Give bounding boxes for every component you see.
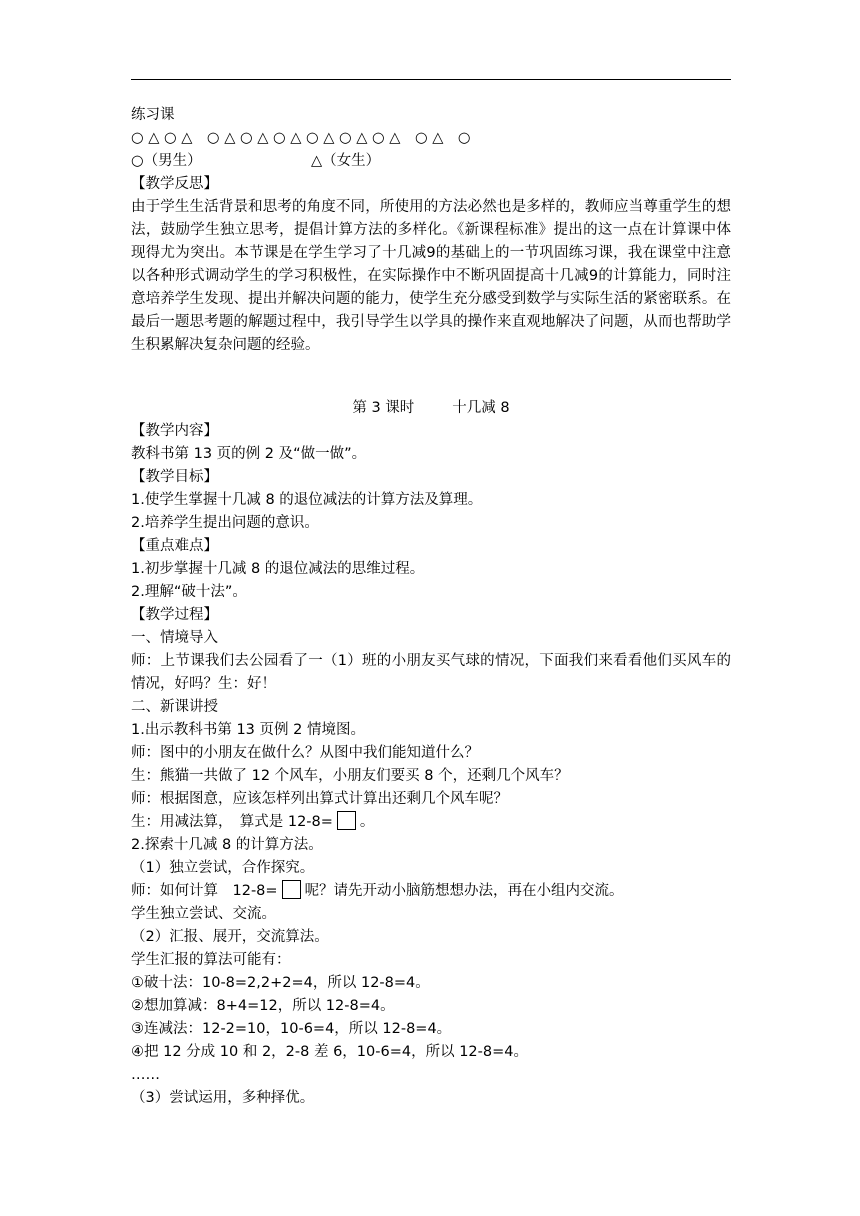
content-text: 教科书第 13 页的例 2 及“做一做”。 xyxy=(131,446,367,462)
methods-intro: 学生汇报的算法可能有： xyxy=(131,952,291,968)
method-4: ④把 12 分成 10 和 2，2-8 差 6，10-6=4，所以 12-8=4。 xyxy=(131,1044,528,1060)
practice-label: 练习课 xyxy=(131,107,175,123)
reflection-text: 由于学生生活背景和思考的角度不同，所使用的方法必然也是多样的，教师应当尊重学生的想法，鼓励学生独立思考，提倡计算方法的多样化。《新课程标准》提出的这一点在计算课中体现得尤为突出。本节课是在学生学习了十几减9的基础上的一节巩固练习课，我在课堂中注意以各种形式调动学生的学习积极性，在实际操作中不断巩固提高十几减9的计算能力，同时注意培养学生发现、提出并解决问题的能力，使学生充分感受到数学与实际生活的紧密联系。在最后一题思考题的解题过程中，我引导学生以学具的操作来直观地解决了问题，从而也帮助学生积累解决复杂问题的经验。 xyxy=(131,199,731,353)
goal-1: 1.使学生掌握十几减 8 的退位减法的计算方法及算理。 xyxy=(131,492,483,508)
answer-box xyxy=(337,811,356,830)
answer-2 xyxy=(131,811,731,834)
question-1: 师：图中的小朋友在做什么？从图中我们能知道什么？ xyxy=(131,745,479,761)
lesson-title-row xyxy=(131,397,731,420)
legend-female: △（女生） xyxy=(311,153,381,169)
method-3: ③连减法：12-2=10，10-6=4，所以 12-8=4。 xyxy=(131,1021,452,1037)
sub-step-1: （1）独立尝试，合作探究。 xyxy=(131,860,315,876)
question-3 xyxy=(131,880,731,903)
answer-2-end: 。 xyxy=(359,814,375,830)
question-3-end: 呢？请先开动小脑筋想想办法，再在小组内交流。 xyxy=(304,883,624,899)
legend-male: ○（男生） xyxy=(131,153,202,169)
try-text: 学生独立尝试、交流。 xyxy=(131,906,276,922)
shapes-row: ○ △ ○ △ ○ △ ○ △ ○ △ ○ △ ○ △ ○ △ ○ △ ○ xyxy=(131,130,471,146)
header-rule xyxy=(131,79,731,80)
practice-section xyxy=(131,104,731,357)
section-1: 一、情境导入 xyxy=(131,630,218,646)
method-2: ②想加算减：8+4=12，所以 12-8=4。 xyxy=(131,998,395,1014)
step-1: 1.出示教科书第 13 页例 2 情境图。 xyxy=(131,722,365,738)
ellipsis: …… xyxy=(131,1067,160,1083)
gender-legend xyxy=(131,150,731,173)
lesson-number: 第 3 课时 xyxy=(352,400,415,416)
key-heading: 【重点难点】 xyxy=(131,538,218,554)
goal-2: 2.培养学生提出问题的意识。 xyxy=(131,515,319,531)
lesson-title: 十几减 8 xyxy=(452,400,510,416)
step-2: 2.探索十几减 8 的计算方法。 xyxy=(131,837,323,853)
intro-text: 师：上节课我们去公园看了一（1）班的小朋友买气球的情况，下面我们来看看他们买风车的情况，好吗？生：好！ xyxy=(131,653,731,692)
sub-step-3: （3）尝试运用，多种择优。 xyxy=(131,1090,315,1106)
sub-step-2: （2）汇报、展开，交流算法。 xyxy=(131,929,329,945)
method-1: ①破十法：10-8=2,2+2=4，所以 12-8=4。 xyxy=(131,975,430,991)
goals-heading: 【教学目标】 xyxy=(131,469,218,485)
answer-1: 生：熊猫一共做了 12 个风车，小朋友们要买 8 个，还剩几个风车？ xyxy=(131,768,569,784)
reflection-heading: 【教学反思】 xyxy=(131,176,218,192)
answer-2-text: 生：用减法算， 算式是 12-8= xyxy=(131,814,333,830)
key-1: 1.初步掌握十几减 8 的退位减法的思维过程。 xyxy=(131,561,425,577)
section-2: 二、新课讲授 xyxy=(131,699,218,715)
answer-box xyxy=(282,880,301,899)
question-3-text: 师：如何计算 12-8= xyxy=(131,883,278,899)
process-heading: 【教学过程】 xyxy=(131,607,218,623)
question-2: 师：根据图意，应该怎样列出算式计算出还剩几个风车呢？ xyxy=(131,791,508,807)
content-heading: 【教学内容】 xyxy=(131,423,218,439)
lesson-section xyxy=(131,397,731,1110)
key-2: 2.理解“破十法”。 xyxy=(131,584,247,600)
